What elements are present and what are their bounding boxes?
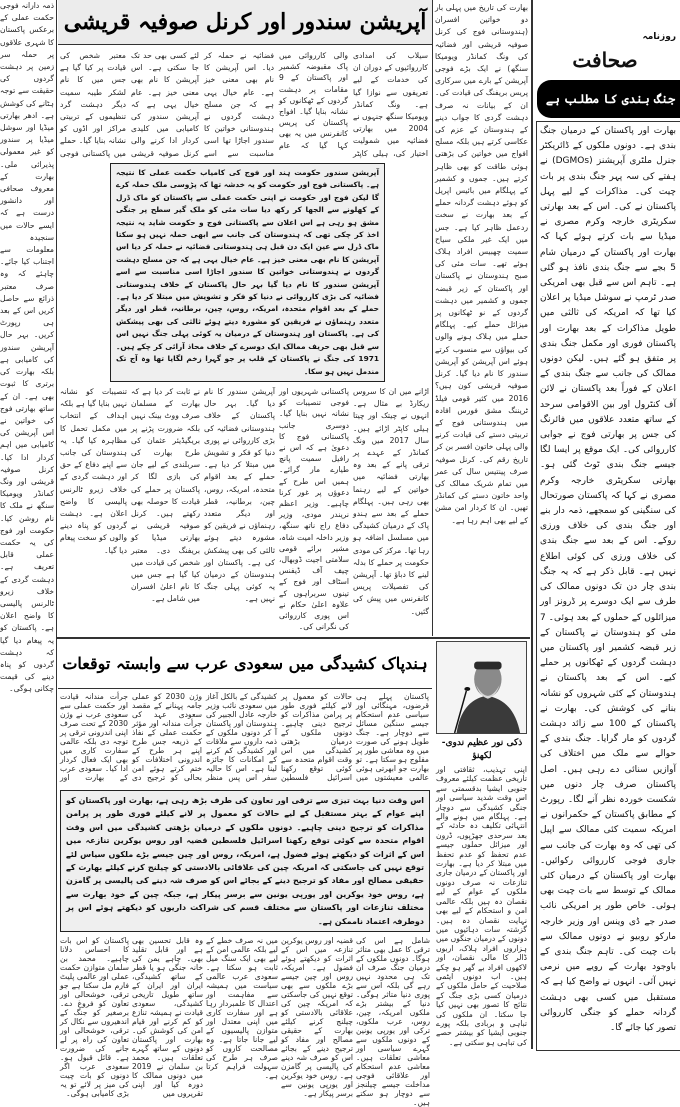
column-text: بھارت اور پاکستان کے درمیان جنگ بندی ہے۔ دونوں ملکوں کے ڈائریکٹر جنرل ملٹری آپریشنز (DGMOs) نے ہفتے کی سہ پہر جنگ بندی پر بات چیت کی۔ مذاکرات کے لیے پہل پاکستان نے کی۔ اس کے بعد بھارتی سکریٹری خارجہ وکرم مصری نے میڈیا سے بات کرتے ہوئے کہا کہ بھارت اور پاکستان کے درمیان شام 5 بجے سے جنگ بندی نافذ ہو گئی ہے۔ تاہم اس سے قبل بھی امریکی صدر ٹرمپ نے سوشل میڈیا پر اعلان کیا تھا کہ امریکہ کی ثالثی میں طویل مذاکرات کے بعد بھارت اور پاکستان فوری اور مکمل جنگ بندی پر متفق ہو گئے ہیں۔ لیکن دونوں ممالک کی جانب سے جنگ بندی کے اعلان کے فوراً بعد پاکستان نے لائن آف کنٹرول اور بین الاقوامی سرحد کے ساتھ متعدد علاقوں میں فائرنگ کی جس پر بھارتی فوج نے جوابی کارروائی کی۔ ایک موقع پر ایسا لگا جیسے جنگ بندی ٹوٹ گئی ہو۔ بھارتی سکریٹری خارجہ وکرم مصری نے کہا کہ پاکستان صورتحال کی سنگینی کو سمجھے، ذمہ دار بنے اور جنگ بندی کی خلاف ورزی روکے۔ اس کے بعد سے جنگ بندی کی خلاف ورزی کی کوئی اطلاع نہیں ہے۔ قابل ذکر ہے کہ یہ جنگ بندی چار دن تک دونوں ممالک کی طرف سے ایک دوسرے پر ڈرونز اور میزائلوں کے حملوں کے بعد ہوئی۔ 7 مئی کو ہندوستان نے پاکستان کے زیر قبضہ کشمیر اور پاکستان میں دہشت گردوں کے ٹھکانوں پر حملے کیے۔ اس کے بعد پاکستان نے ہندوستان کے کئی شہروں کو نشانہ بنانے کی کوشش کی۔ بھارت نے پاکستان کے 100 سے زائد دہشت گردوں کو مار گرایا۔ جنگ بندی کے حوالے سے ملک میں اختلاف کی آوازیں سنائی دے رہی ہیں۔ اصل پاکستان صرف چار دنوں میں شکست خوردہ نظر آنے لگا۔ رپورٹ کے مطابق پاکستان کے حکمرانوں نے امریکہ سمیت کئی ممالک سے اپیل کی تھی کہ وہ بھارت کی جانب سے جاری فوجی کارروائی رکوائیں۔ بھارت اور پاکستان کے درمیان کئی ممالک کے توسط سے بات چیت بھی ہوئی۔ خاص طور پر امریکی نائب صدر جے ڈی وینس اور وزیر خارجہ مارکو روبیو نے دونوں ممالک سے بات چیت کی۔ تاہم جنگ بندی کے باوجود بھارت کے رویے میں نرمی نہیں آئی۔ انہوں نے واضح کیا ہے کہ مستقبل میں کسی بھی دہشت گردانہ حملے کو جنگی کارروائی تصور کیا جائے گا۔ <box>540 126 677 1033</box>
column-text: لئے کسی بھی حد تک جا سکتی ہے۔ اس آپریشن کا نام بھی معنی خیز ہے۔ عام خیال یہی ہے کہ آپریشن سندور کی کامیابی میں کلیدی کردار ادا کرنے والی کرنل صوفیہ قریشی نے ثابت کر دیا ہے کہ بھارت کے مسلمان صرف ووٹ بینک نہیں بلکہ ضرورت پڑنے پر بریگیڈیئر عثمان کی طرح بھارت کی سربلندی کے لیے جان کی بازی لگا کر پاکستان پر حملے کی قیادت کا حوصلہ بھی رکھتے ہیں۔ کرنل صوفیہ قریشی نے بھارتی میڈیا کو بریفنگ دی۔ معتبر شخص کی قیادت میں کیا گیا ہے جس میں کا نام اعلیٰ افسران میں شامل ہے۔ <box>131 51 200 604</box>
left-strip-column <box>0 0 54 1049</box>
column-text: وژن 2030 کو عملی جامہ پہنانے کے مقصد سعودی عہد کی جرأت مندانہ اور مؤثر حکمت عملی کے نفاذ کے ذریعہ جس طرح اپنے ہر طرح کے اندرونی اختلافات کو ختم کرتے ہوئے امن بحالی کو ترجیح دی وہ قابل تحسین بھی ہے اور قابل تقلید بھی۔ چاہے یمن کی خانہ جنگی ہو یا قطر کے ساتھ کشیدگی، ایران اور ایران کے ساتھ طویل تاریخی کشیدگی، سعودی قیادت نے ہمیشہ تنازع کو کم کرنے اور قیام امن کی کوشش کی۔ بھارت اور پاکستان دونوں کے ساتھ گہرے تعلقات ہیں۔ محمد بن سلمان نے 2019 میں دونوں ممالک کا دورہ کیا اور اپنی تقریروں میں <box>132 692 203 1099</box>
top-side-column <box>435 2 528 634</box>
headline-underline <box>58 688 432 689</box>
column-text: بھارت کی تاریخ میں پہلی بار دو خواتین افسران (ہندوستانی فوج کی کرنل صوفیہ قریشی اور فضائیہ کی ونگ کمانڈر ویومیکا سنگھ) نے ایک بڑے فوجی آپریشن کے بارے میں سرکاری پریس بریفنگ کی قیادت کی۔ ان کے بیانات نہ صرف دہشت گردی کا جواب دینے کے ہندوستان کے عزم کی عکاسی کرتے ہیں بلکہ مسلح افواج میں خواتین کی بڑھتی ہوئی طاقت کو بھی ظاہر کرتے ہیں۔ جموں و کشمیر کے پہلگام میں بائیس اپریل کو ہوئے دہشت گردانہ حملے کے بعد بھارت نے سخت ردعمل ظاہر کیا ہے۔ جس میں ایک غیر ملکی سیاح سمیت چھبیس افراد ہلاک ہوئے تھے۔ سات مئی کی صبح ہندوستان نے پاکستان اور پاکستان کے زیر قبضہ جموں و کشمیر میں دہشت گردوں کے نو ٹھکانوں پر میزائل حملے کیے۔ پہلگام حملے میں ہلاک ہونے والوں کی بیواؤں سے منسوب کرتے ہوئے اس آپریشن کو آپریشن سندور کا نام دیا گیا۔ کرنل صوفیہ قریشی کون ہیں؟ 2016 میں کثیر قومی فیلڈ ٹریننگ مشق فورس افادہ میں ہندوستانی فوج کے تربیتی دستے کی قیادت کرنے والی پہلی خاتون افسر بن کر تاریخ رقم کی۔ کرنل صوفیہ صرف پینتیس سال کی عمر میں تمام شریک ممالک کی واحد خاتون دستے کی کمانڈر تھیں۔ ان کا کردار امن مشن کے لیے بھی اہم رہا ہے۔ <box>435 3 528 525</box>
right-article-headline: جنگ بندی کا مطلب ہے <box>545 92 676 106</box>
column-text: سیلاب کی امدادی کارروائیوں کے دوران ان کی خدمات کے لیے تعریفوں سے نوازا گیا ہے۔ ونگ کمانڈر ویومیکا سنگھ جنہوں نے 2004 میں بھارتی فضائیہ میں شمولیت اختیار کی، ہیلی کاپٹر اڑانے میں ان کا سروس ریکارڈ بے مثال ہے۔ انہوں نے چیتک اور چیتا ہیلی کاپٹر اڑائے ہیں۔ سال 2017 میں ونگ کمانڈر کے عہدے پر ترقی پانے کے بعد وہ بھارتی فضائیہ میں خواتین کے لیے رہنما بھی رہی ہیں۔ پہلگام حملے کے بعد سے ہندو پاک کے درمیان کشیدگی میں مسلسل اضافہ ہو رہا تھا۔ مرکز کی مودی حکومت پر حملے کا بدلہ لینے کا دباؤ تھا۔ آپریشن کی تفصیلات پریس کانفرنس میں پیش کی گئیں۔ <box>353 51 430 616</box>
column-text: فضائیہ نے حملہ کر دیا۔ اس آپریشن کا نام بھی معنی خیز ہے۔ عام خیال یہی ہے کہ جن مسلح دہشت گردوں نے ہندوستانی خواتین کا سندور اجاڑا تھا اسی مناسبت سے اسے آپریشن سندور کا نام دیا گیا۔ بہر حال پاکستان کے خلاف ہندوستانی فضائیہ کی بڑی کارروائی نے پوری دنیا کو فکر و تشویش میں مبتلا کر دیا ہے۔ حملے کے بعد اقوام متحدہ، امریکہ، روس، چین، برطانیہ، قطر اور دیگر متعدد رہنماؤں نے فریقین کو مشورہ دیتے ہوئے ثالثی کی بھی پیشکش کی ہے۔ پاکستان اور ہندوستان کے درمیان یہ کوئی پہلی جنگ نہیں ہے۔ <box>204 51 275 604</box>
left-strip-text: ذمہ دارانہ فوجی حکمت عملی کے برعکس پاکستان کا شہری علاقوں پر حملہ سر زمین پر دہشت گردوں کی حقیقت سے توجہ ہٹانے کی کوشش ہے۔ ادھر بھارتی میڈیا اور سوشل میڈیا پر سندور کو غیر معمولی پذیرائی ملی۔ بھارت کے معروف صحافی اور دانشور درست ہے کہ ایسے حالات میں سنجیدہ معلومات سے اجتناب کیا جائے۔ چاہئے کہ وہ صرف معتبر ذرائع سے حاصل کریں اس کے بعد ہی رپورٹ کریں۔ بہر حال آپریشن سندور کی کامیابی ہے بلکہ بھارت کی برتری کا ثبوت بھی ہے۔ ان کے ساتھ بھارتی فوج کی خواتین نے اس آپریشن کی کامیابی میں اہم کردار ادا کیا۔ کرنل صوفیہ قریشی اور ونگ کمانڈر ویومیکا سنگھ نے ملک کا نام روشن کیا۔ حکومت اور فوج کی یہ حکمت عملی قابل تعریف ہے۔ دہشت گردی کے خلاف زیرو ٹالرنس پالیسی کا واضح اعلان ہے۔ پاکستان کو یہ پیغام دیا گیا کہ دہشت گردوں کو پناہ دینے کی قیمت چکانی ہوگی۔ <box>0 1 54 694</box>
column-text: پاکستان پہلے ہی قرضوں، مہنگائی اور سیاسی عدم استحکام جیسے سنگین مسائل سے دوچار ہے۔ جنگ طویل ہونے کی صورت میں وہ معاشی طور پر مفلوج ہو سکتا ہے۔ تو بھارت جو ابھرتی ہوئی عالمی معیشتوں میں شامل ہے اس کی ترقی کا عمل بھی متاثر ہوگا۔ دونوں ملکوں کے درمیان جنگ صرف ان تک ہی محدود نہیں رہے گی بلکہ اس سے پوری دنیا متاثر ہوگی۔ دنیا کے بیشتر بڑے ملکوں امریکہ، چین، روس، عرب ملکوں، ترکی اور یورپی یونین کے دونوں ملکوں سے گہرے سیاسی اور معاشی تعلقات ہیں۔ معاشی عدم استحکام اور علاقائی فوجی مداخلت جیسے چیلنجز سے دوچار ہو سکتے ہیں۔ <box>356 692 430 1107</box>
top-pull-quote: آپریشن سندور حکومت ہند اور فوج کی کامیاب حکمت عملی کا نتیجہ ہے۔ پاکستانی فوج اور حکومت کو یہ خدشہ تھا کہ پڑوسی ملک حملہ کرے گا لیکن فوج اور حکومت نے اپنی حکمت عملی سے پاکستان کو ماک ڈرل کے کھلونے سے الجھا کر رکھ دیا سات مئی کو ملک گیر سطح پر جنگی مشق ہو رہی ہے اس اعلان سے پاکستانی فوج و حکومت شاید یہ نتیجہ اخذ کر چکی تھی کہ ہندوستان کی جانب سے ابھی حملہ نہیں ہو سکتا ماک ڈرل سے عین ایک دن قبل ہی ہندوستانی فضائیہ نے حملہ کر دیا اس آپریشن کا نام بھی معنی خیز ہے۔ عام خیال یہی ہے کہ جن مسلح دہشت گردوں نے ہندوستانی خواتین کا سندور اجاڑا اسی مناسبت سے اسے آپریشن سندور کا نام دیا گیا بہر حال پاکستان کے خلاف ہندوستانی فضائیہ کی بڑی کارروائی نے دنیا کو فکر و تشویش میں مبتلا کر دیا ہے۔ حملے کے بعد اقوام متحدہ، امریکہ، روس، چین، برطانیہ، قطر اور دیگر متعدد رہنماؤں نے فریقین کو مشورہ دیتے ہوئے ثالثی کی بھی پیشکش کی ہے۔ پاکستان اور ہندوستان کے درمیان یہ کوئی پہلی جنگ نہیں اس سے قبل بھی حریف ممالک ایک دوسرے کے خلاف محاذ آرائی کر چکے ہیں۔ 1971 کی جنگ نے پاکستان کے قلب پر جو گہرا زخم لگایا تھا وہ آج تک مندمل نہیں ہو سکا۔ <box>110 163 385 382</box>
author-photo <box>436 641 527 734</box>
masthead-title: صحافت <box>572 48 638 72</box>
column-text: حالات کو معمول پر لانے کیلئے فوری طور پر پرامن مذاکرات کو ترجیح دینی چاہیے۔ دونوں ملکوں کے درمیان بڑھتی کشیدگی میں اس وقت اقوام متحدہ سے کوئی توقع رکھنا اسرائیل فلسطین قضیہ اور روس یوکرین تنازعہ میں اس کے اثرات کو دیکھتے ہوئے فضول ہے۔ امریکہ، روس اور چین جیسے بڑے ملکوں سے بھی توقع نہیں کی جاسکتی کہ امریکہ چین کی علاقائی بالادستی کو چیلنج کرنے کیلئے بھارت کے حقیقی مصالح اور مفاد کو ترجیح دینے کے بجائے اس کو صرف شہ دینے کی پالیسی پر گامزن ہے۔ روس خود یوکرین اور یورپی یونین سے برسر پیکار ہے۔ <box>281 692 353 1099</box>
column-text: کشیدگی کے بالکل آغاز میں سعودی نائب وزیر خارجہ عادل الجبیر کی ہندوستان اور پاکستان آ کر دونوں ملکوں کے ذمہ داروں سے ملاقات اور کشیدگی کم کرنے کے امکانات کا جائزہ لینا ہے۔ اس کا حالیہ سفر اس پس منظر میں نہ صرف خطے کے لیے بلکہ عالمی امن کے لیے بھی ایک سنگ میل ثابت ہو سکتا ہے۔ سعودی عرب عالمی سیاست میں ہمیشہ سے مفاہمت اور اعتدال کا علمبردار رہا ہے اور سفارت کاری میں اپنی معتدل اور متوازن پالیسیوں کے لیے جانا جاتا ہے۔ وہ مصالحت کاروں کو صرف ہر طرح کی سہولت فراہم کرتا ہے۔ <box>206 692 278 1081</box>
masthead-prefix: روزنامہ <box>642 32 676 42</box>
bottom-article-headline: ہندپاک کشیدگی میں سعودی عرب سے وابستہ توقعات <box>62 654 428 673</box>
author-byline: ذکی نور عظیم ندوی-لکھنؤ <box>441 738 523 761</box>
column-text: معتبر شخص کی قیادت پر کیا گیا ہے جس میں کا نام لشکر طیبہ سمیت دیگر دہشت گرد تنظیموں کے تربیتی مراکز اور اڈوں کو نشانہ بنایا گیا۔ حملے میں پاکستانی فوجی تنصیبات کو نشانہ نہیں بنایا گیا ہے بلکہ اہداف کے انتخاب میں مکمل تحمل کا مظاہرہ کیا گیا۔ یہ ہندوستان کی جانب سے اپنے دفاع کے حق اور دہشت گردی کے خلاف زیرو ٹالرنس پالیسی کا واضح اعلان ہے۔ دہشت گردوں کو پناہ دینے والوں کو سخت پیغام دیا گیا۔ <box>60 51 127 555</box>
column-divider <box>432 0 433 636</box>
column-text: اپنی تہذیب، ثقافتی اور تاریخی عظمت کیلئے معروف جنوبی ایشیا بدقسمتی سے اس وقت شدید سیاسی اور جنگی کشیدگی سے دوچار ہے۔ پہلگام میں ہونے والے انتہائی تکلیف دہ حادثہ کے بعد سرحدی جھڑپوں، ڈرون اور میزائل حملوں جیسے عدم تحفظ کو عدم تحفظ میں مبتلا کر دیا ہے۔ بھارت اور پاکستان کے درمیان جاری تنازعات نہ صرف دونوں ملکوں کے عوام کے لیے نقصان دہ ہیں بلکہ عالمی امن و استحکام کے لیے بھی نہایت نقصان دہ ہیں۔ گزشتہ سات دہائیوں میں دونوں کے درمیان جنگوں میں ہزاروں افراد ہلاک، اربوں ڈالر کا مالی نقصان، اور لاکھوں افراد بے گھر ہو چکے ہیں۔ اب دونوں ایٹمی صلاحیت کے حامل ملکوں کے درمیان کسی بڑی جنگ کے نتائج کا تصور بھی نہیں کیا جا سکتا۔ ان ملکوں کی تباہی و بربادی بلکہ پورے جنوبی ایشیا کو بیشتر حصے کی تباہی ہو سکتی ہے۔ <box>436 765 527 1047</box>
section-divider <box>57 637 530 639</box>
right-article-text <box>540 124 676 1046</box>
column-divider <box>531 0 533 1049</box>
author-block <box>436 641 528 1049</box>
bottom-pull-quote: اس وقت دنیا بہت تیزی سے ترقی اور تعاون کی طرف بڑھ رہی ہے، بھارت اور پاکستان کو اپنے عوام کے بہتر مستقبل کے لیے حالات کو معمول پر لانے کیلئے فوری طور پر پرامن مذاکرات کو ترجیح دینی چاہیے۔ دونوں ملکوں کے درمیان بڑھتی کشیدگی میں اس وقت اقوام متحدہ سے کوئی توقع رکھنا اسرائیل فلسطین قضیہ اور روس یوکرین تنازعہ میں اس کے اثرات کو دیکھتے ہوئے فضول ہے، امریکہ، روس اور چین جیسے بڑے ملکوں سیاس لئے توقع نہیں کی جاسکتی کہ امریکہ چین کی علاقائی بالادستی کو چیلنج کرنے کیلئے بھارت کے حقیقی مصالح اور مفاد کو ترجیح دینے کے بجائے اس کو صرف شہ دینے کی پالیسی پر گامزن ہے، روس خود یوکرین اور یورپی یونین سے برسر پیکار ہے، جبکہ چین کے خود بھارت سے مختلف تنازعات اور پاکستان سے مختلف قسم کی شراکت داریوں کو دیکھتے ہوئے اس پر دوطرفہ اعتماد ناممکن ہے۔ <box>60 790 430 932</box>
right-headline-bar <box>537 80 680 118</box>
top-article-headline: آپریشن سندور اور کرنل صوفیہ قریشی <box>63 9 427 35</box>
column-divider <box>56 0 57 1049</box>
author-portrait-icon <box>437 642 526 733</box>
column-text: والی کارروائی میں پاک مقبوضہ کشمیر اور پاکستان کے 9 مقامات پر دہشت گردوں کے ٹھکانوں کو نشانہ بنایا گیا۔ افواج پاکستان کی پریس کانفرنس میں یہ بھی کہا گیا کہ عام پاکستانی شہریوں اور فوجی تنصیبات کو نشانہ نہیں بنایا گیا۔ دوسری جانب پاکستانی فوج کا دعویٰ ہے کہ اس نے رافیل سمیت پانچ طیارے مار گرائے۔ ہمیں اس طرح کے دعوؤں پر غور کرنا چاہیے۔ وزیر اعظم نریندر مودی، وزیر دفاع راج ناتھ سنگھ، وزیر داخلہ امیت شاہ، مشیر برائے قومی سلامتی اجیت ڈوبھال، چیف آف ڈیفنس اسٹاف اور فوج کے تینوں سربراہوں کے علاوہ اعلیٰ حکام نے اس پوری کارروائی کی نگرانی کی۔ <box>279 51 349 632</box>
column-text: جرأت مندانہ قیادت اور حکمت عملی سے سعودی عرب نے وژن 2030 کے تحت صرف اپنی اندرونی ترقی پر توجہ دی بلکہ عالمی سفارت کاری میں بھی ایک فعال کردار ادا کیا۔ سعودی عرب کے بھارت اور پاکستان کو اس بات کا احساس دلانا چاہیے۔ محمد بن سلمان متوازن حکمت عملی اور عالمی پلیٹ فارم مل سکتا ہے جو ترقی، خوشحالی اور تعاون کو فروغ دے۔ برصغیر کو جنگ کے اندھیروں سے نکال کر ترقی، خوشحالی اور تعاون کی راہ پر لے جانے کی ضرورت ہے۔ قائل قبول ہو۔ سعودی عرب اگر دونوں کو بات چیت کی میز پر لائے تو یہ بڑی کامیابی ہوگی۔ <box>60 692 129 1099</box>
author-column <box>436 765 527 1049</box>
